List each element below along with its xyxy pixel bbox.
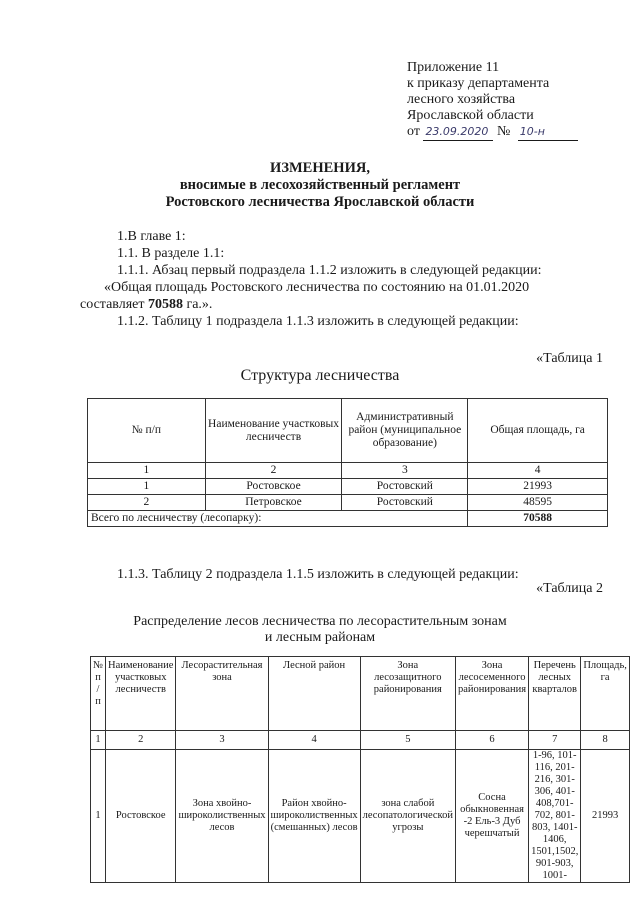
table-cell: Ростовское (205, 479, 342, 495)
header-cell: Наименование участковых лесничеств (106, 657, 176, 731)
header-cell: Наименование участковых лесничеств (205, 399, 342, 463)
table-cell: Ростовское (106, 750, 176, 883)
table-cell: 48595 (468, 495, 608, 511)
table-cell: 1-96, 101-116, 201-216, 301-306, 401-408,701-702, 801-803, 1401-1406, 1501,1502, 901-903, 1001- (529, 750, 581, 883)
table-header-row (88, 399, 608, 463)
table-total-row (88, 511, 608, 527)
caption-line: и лесным районам (264, 630, 376, 645)
number-cell: 2 (205, 463, 342, 479)
body-text-2 (90, 566, 610, 583)
number-cell: 4 (268, 731, 360, 750)
title-line: Ростовского лесничества Ярославской области (165, 194, 475, 210)
table-cell: Район хвойно-широколиственных (смешанных) лесов (268, 750, 360, 883)
table-row (91, 750, 630, 883)
from-label: от (407, 124, 420, 139)
paragraph: 1.1.2. Таблицу 1 подраздела 1.1.3 изложить в следующей редакции: (117, 314, 519, 329)
header-cell: № п/п (88, 399, 206, 463)
header-cell: № п / п (91, 657, 106, 731)
table-cell: 21993 (468, 479, 608, 495)
number-cell: 1 (88, 463, 206, 479)
header-cell: Перечень лесных кварталов (529, 657, 581, 731)
paragraph-text: составляет (80, 297, 148, 312)
table-cell: зона слабой лесопатологической угрозы (360, 750, 455, 883)
title-line: вносимые в лесохозяйственный регламент (179, 177, 461, 193)
table2 (90, 656, 630, 883)
appendix-line: Ярославской области (407, 108, 534, 123)
table2-label: «Таблица 2 (536, 581, 603, 596)
header-cell: Административный район (муниципальное образование) (342, 399, 468, 463)
number-cell: 5 (360, 731, 455, 750)
header-cell: Лесорастительная зона (176, 657, 268, 731)
table-cell: 1 (88, 479, 206, 495)
number-cell: 2 (106, 731, 176, 750)
paragraph: «Общая площадь Ростовского лесничества по состоянию на 01.01.2020 (104, 280, 530, 295)
appendix-date-line (407, 124, 578, 141)
table-cell: Зона хвойно-широколиственных лесов (176, 750, 268, 883)
table-row (88, 495, 608, 511)
appendix-line: Приложение 11 (407, 60, 500, 75)
handwritten-number: 10-н (518, 124, 578, 141)
total-label-cell: Всего по лесничеству (лесопарку): (88, 511, 468, 527)
header-cell: Зона лесозащитного районирования (360, 657, 455, 731)
appendix-block (407, 60, 578, 141)
paragraph: 1.1. В разделе 1.1: (117, 246, 225, 261)
table-header-row (91, 657, 630, 731)
header-cell: Площадь, га (581, 657, 630, 731)
number-cell: 6 (456, 731, 529, 750)
body-text (80, 228, 610, 330)
table1-caption: Структура лесничества (240, 367, 400, 384)
number-cell: 7 (529, 731, 581, 750)
total-value-cell: 70588 (468, 511, 608, 527)
appendix-line: лесного хозяйства (407, 92, 516, 107)
document-title (0, 160, 640, 211)
header-cell: Зона лесосеменного районирования (456, 657, 529, 731)
table-number-row (91, 731, 630, 750)
number-cell: 3 (176, 731, 268, 750)
table-cell: Сосна обыкновенная -2 Ель-3 Дуб черешчатый (456, 750, 529, 883)
table-cell: 21993 (581, 750, 630, 883)
handwritten-date: 23.09.2020 (423, 124, 493, 141)
table-cell: 1 (91, 750, 106, 883)
table1-label: «Таблица 1 (536, 351, 603, 366)
table-cell: Ростовский (342, 479, 468, 495)
table-cell: Ростовский (342, 495, 468, 511)
paragraph-text: га.». (182, 297, 213, 312)
caption-line: Распределение лесов лесничества по лесорастительным зонам (133, 614, 507, 629)
total-area-value: 70588 (147, 297, 183, 312)
paragraph: 1.1.1. Абзац первый подраздела 1.1.2 изложить в следующей редакции: (117, 263, 542, 278)
number-cell: 4 (468, 463, 608, 479)
title-line: ИЗМЕНЕНИЯ, (270, 160, 370, 176)
number-cell: 3 (342, 463, 468, 479)
number-cell: 1 (91, 731, 106, 750)
number-cell: 8 (581, 731, 630, 750)
table-row (88, 479, 608, 495)
paragraph: 1.В главе 1: (117, 229, 186, 244)
table2-caption (0, 614, 640, 646)
appendix-line: к приказу департамента (407, 76, 550, 91)
paragraph: 1.1.3. Таблицу 2 подраздела 1.1.5 изложить в следующей редакции: (117, 567, 519, 582)
header-cell: Лесной район (268, 657, 360, 731)
table-cell: 2 (88, 495, 206, 511)
number-label: № (496, 124, 511, 139)
paragraph (80, 296, 610, 313)
header-cell: Общая площадь, га (468, 399, 608, 463)
table-number-row (88, 463, 608, 479)
table1 (87, 398, 608, 527)
table-cell: Петровское (205, 495, 342, 511)
